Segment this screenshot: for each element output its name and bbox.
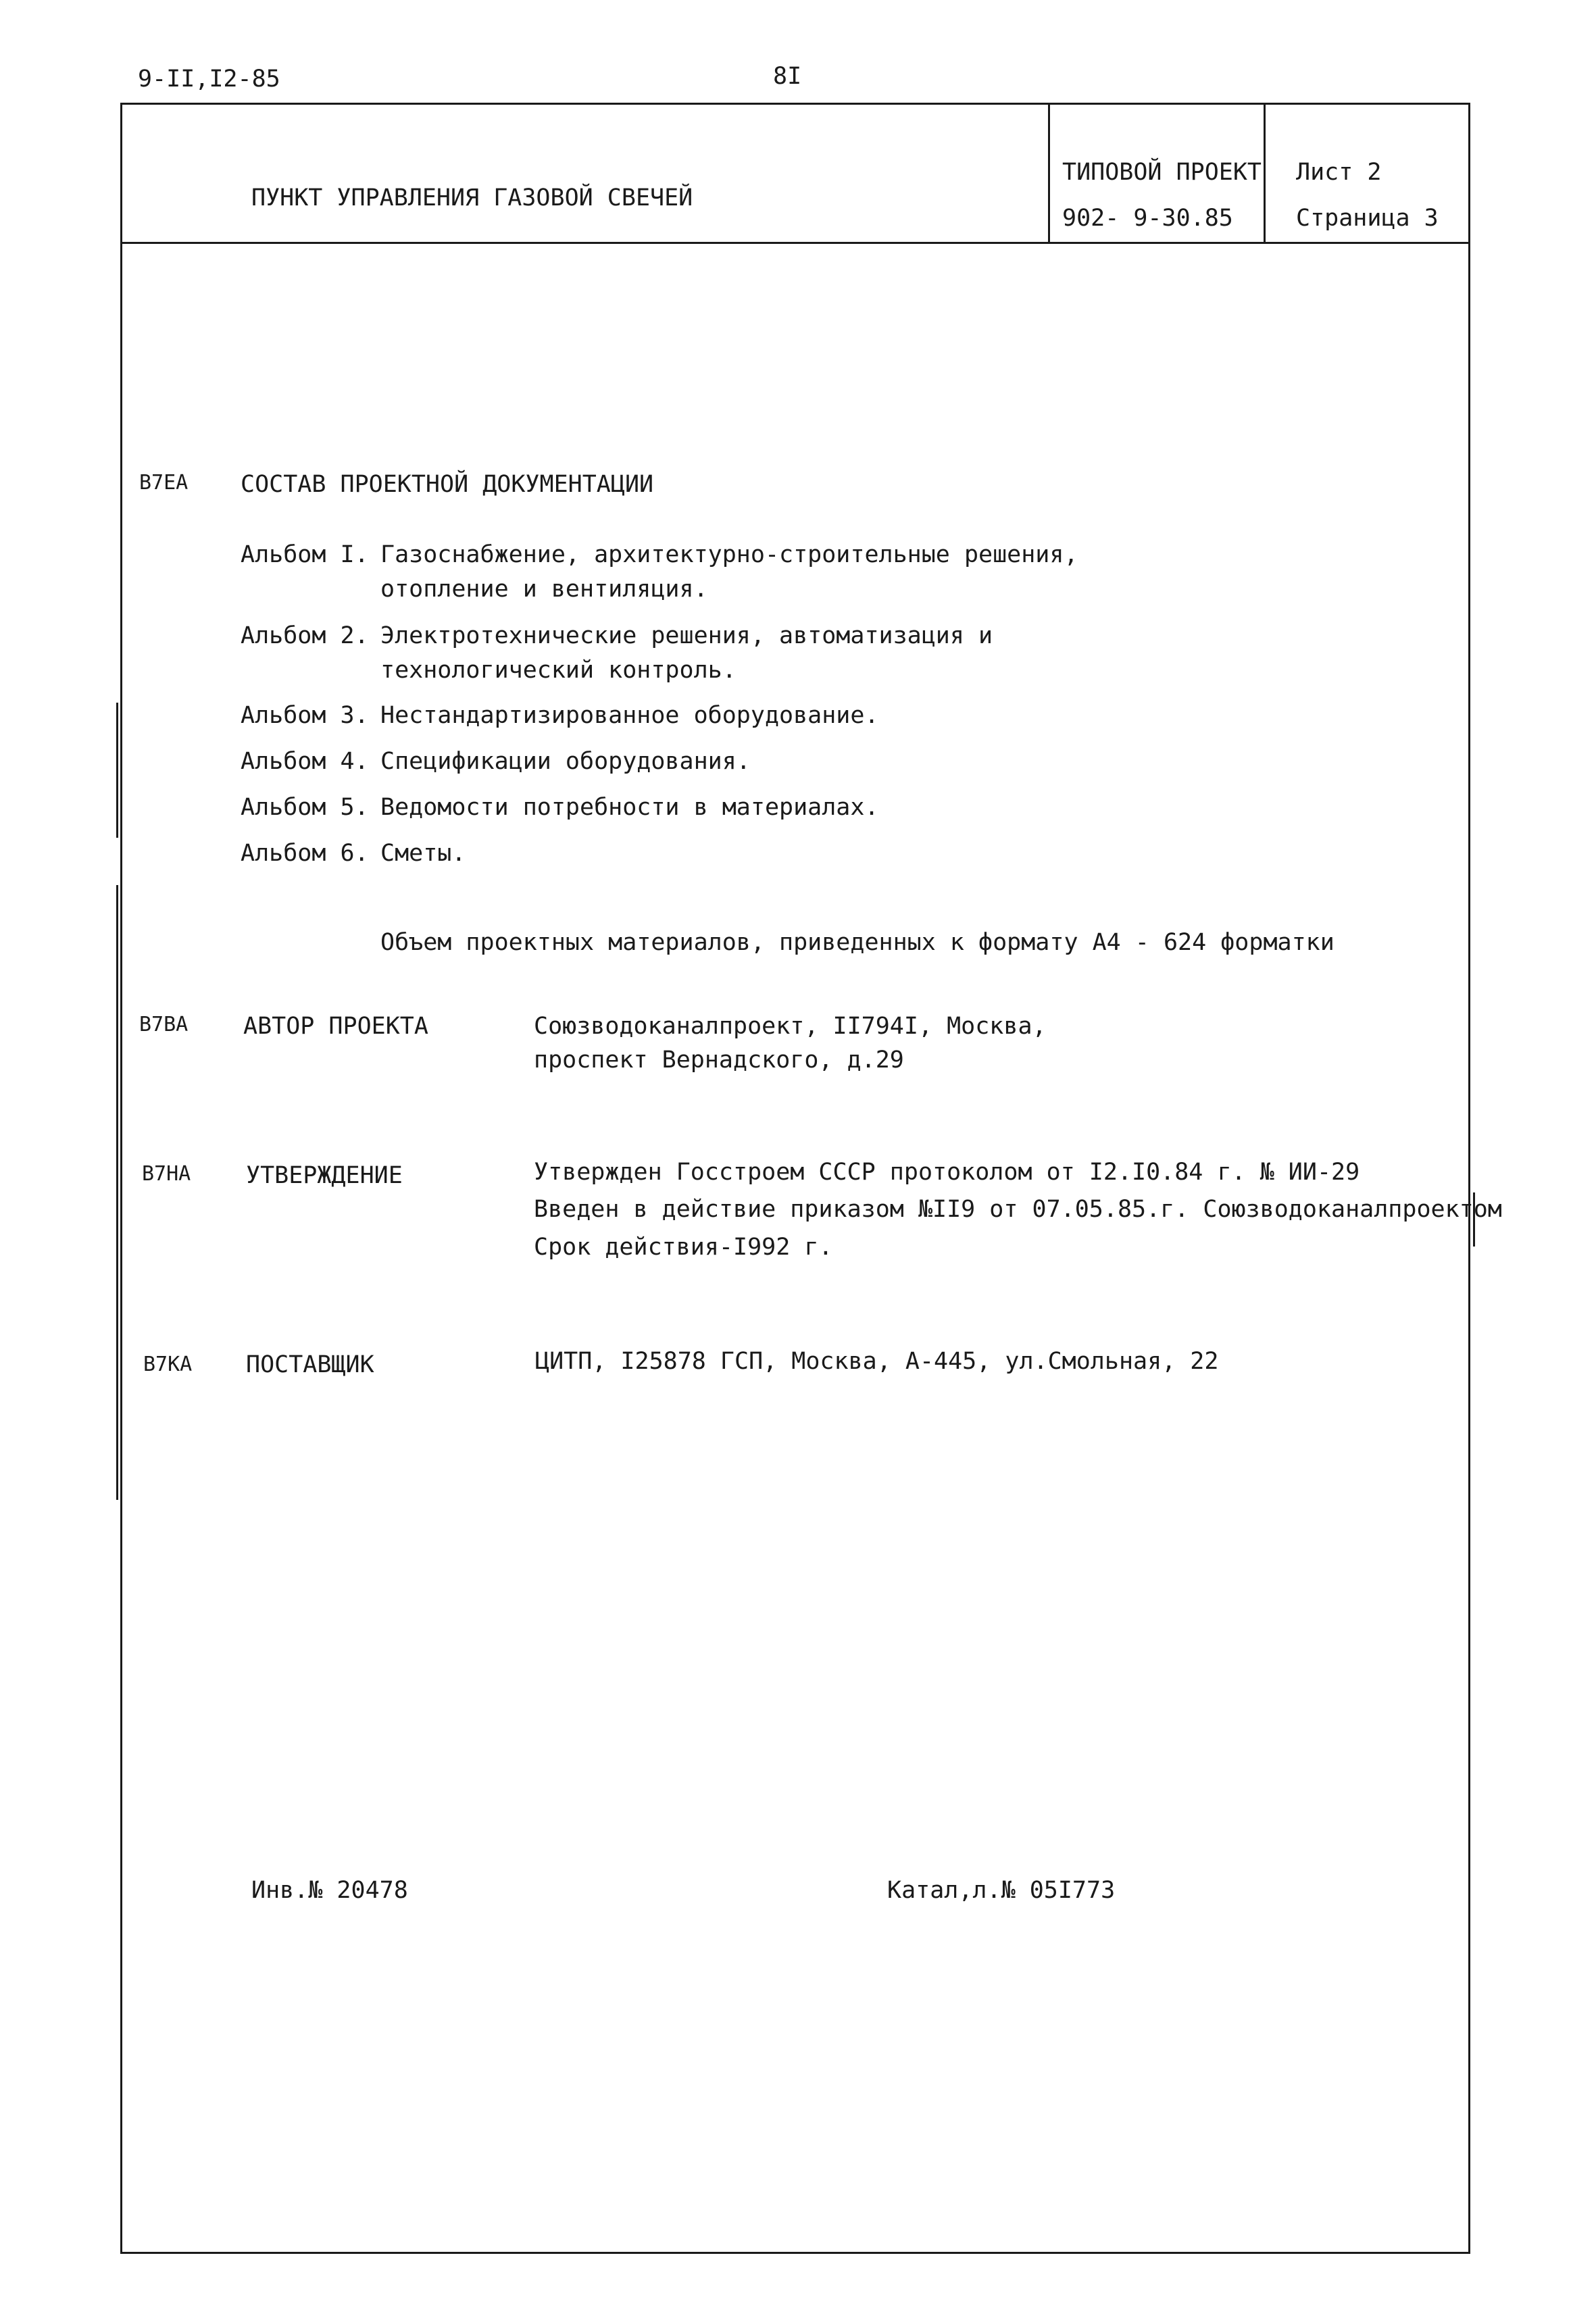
album-label: Альбом 4.	[241, 748, 369, 775]
author-line-2: проспект Вернадского, д.29	[534, 1047, 904, 1074]
binding-mark	[120, 1547, 122, 1608]
binding-mark	[116, 703, 118, 838]
album-text: Электротехнические решения, автоматизация и	[380, 622, 993, 649]
project-label: ТИПОВОЙ ПРОЕКТ	[1062, 159, 1262, 186]
author-line-1: Союзводоканалпроект, II794I, Москва,	[534, 1013, 1047, 1040]
supplier-code: В7КА	[143, 1353, 193, 1376]
supplier-line-1: ЦИТП, I25878 ГСП, Москва, А-445, ул.Смольная, 22	[535, 1348, 1219, 1375]
inventory-number: Инв.№ 20478	[251, 1877, 408, 1904]
supplier-label: ПОСТАВЩИК	[246, 1351, 374, 1378]
album-text: Спецификации оборудования.	[380, 748, 751, 775]
album-label: Альбом 2.	[241, 622, 369, 649]
album-label: Альбом 5.	[241, 794, 369, 821]
album-label: Альбом I.	[241, 541, 369, 568]
author-code: В7ВА	[139, 1013, 189, 1036]
album-text-cont: технологический контроль.	[380, 657, 737, 684]
title-block-col-divider-2	[1264, 103, 1266, 243]
approval-code: В7НА	[142, 1162, 191, 1186]
page-label: Страница 3	[1296, 205, 1439, 232]
album-text: Нестандартизированное оборудование.	[380, 702, 879, 729]
title-block-col-divider-1	[1048, 103, 1050, 243]
page-number: 8I	[773, 63, 802, 90]
album-label: Альбом 3.	[241, 702, 369, 729]
approval-label: УТВЕРЖДЕНИЕ	[246, 1162, 403, 1189]
catalog-number: Катал,л.№ 05I773	[887, 1877, 1116, 1904]
sheet-number: Лист 2	[1296, 159, 1382, 186]
composition-code: В7ЕА	[139, 471, 189, 495]
album-text-cont: отопление и вентиляция.	[380, 576, 708, 603]
album-label: Альбом 6.	[241, 840, 369, 867]
title-block-divider	[120, 242, 1470, 244]
approval-line-3: Срок действия-I992 г.	[534, 1234, 833, 1261]
album-text: Сметы.	[380, 840, 466, 867]
album-text: Ведомости потребности в материалах.	[380, 794, 879, 821]
binding-mark	[116, 885, 118, 1500]
approval-line-2: Введен в действие приказом №II9 от 07.05.85.г. Союзводоканалпроектом	[534, 1196, 1502, 1223]
doc-code: 9-II,I2-85	[138, 66, 280, 93]
document-title: ПУНКТ УПРАВЛЕНИЯ ГАЗОВОЙ СВЕЧЕЙ	[251, 184, 693, 211]
volume-note: Объем проектных материалов, приведенных к формату А4 - 624 форматки	[380, 929, 1335, 956]
composition-heading: СОСТАВ ПРОЕКТНОЙ ДОКУМЕНТАЦИИ	[241, 471, 654, 498]
project-number: 902- 9-30.85	[1062, 205, 1233, 232]
author-label: АВТОР ПРОЕКТА	[243, 1013, 428, 1040]
album-text: Газоснабжение, архитектурно-строительные решения,	[380, 541, 1078, 568]
approval-line-1: Утвержден Госстроем СССР протоколом от I2.I0.84 г. № ИИ-29	[534, 1159, 1360, 1186]
